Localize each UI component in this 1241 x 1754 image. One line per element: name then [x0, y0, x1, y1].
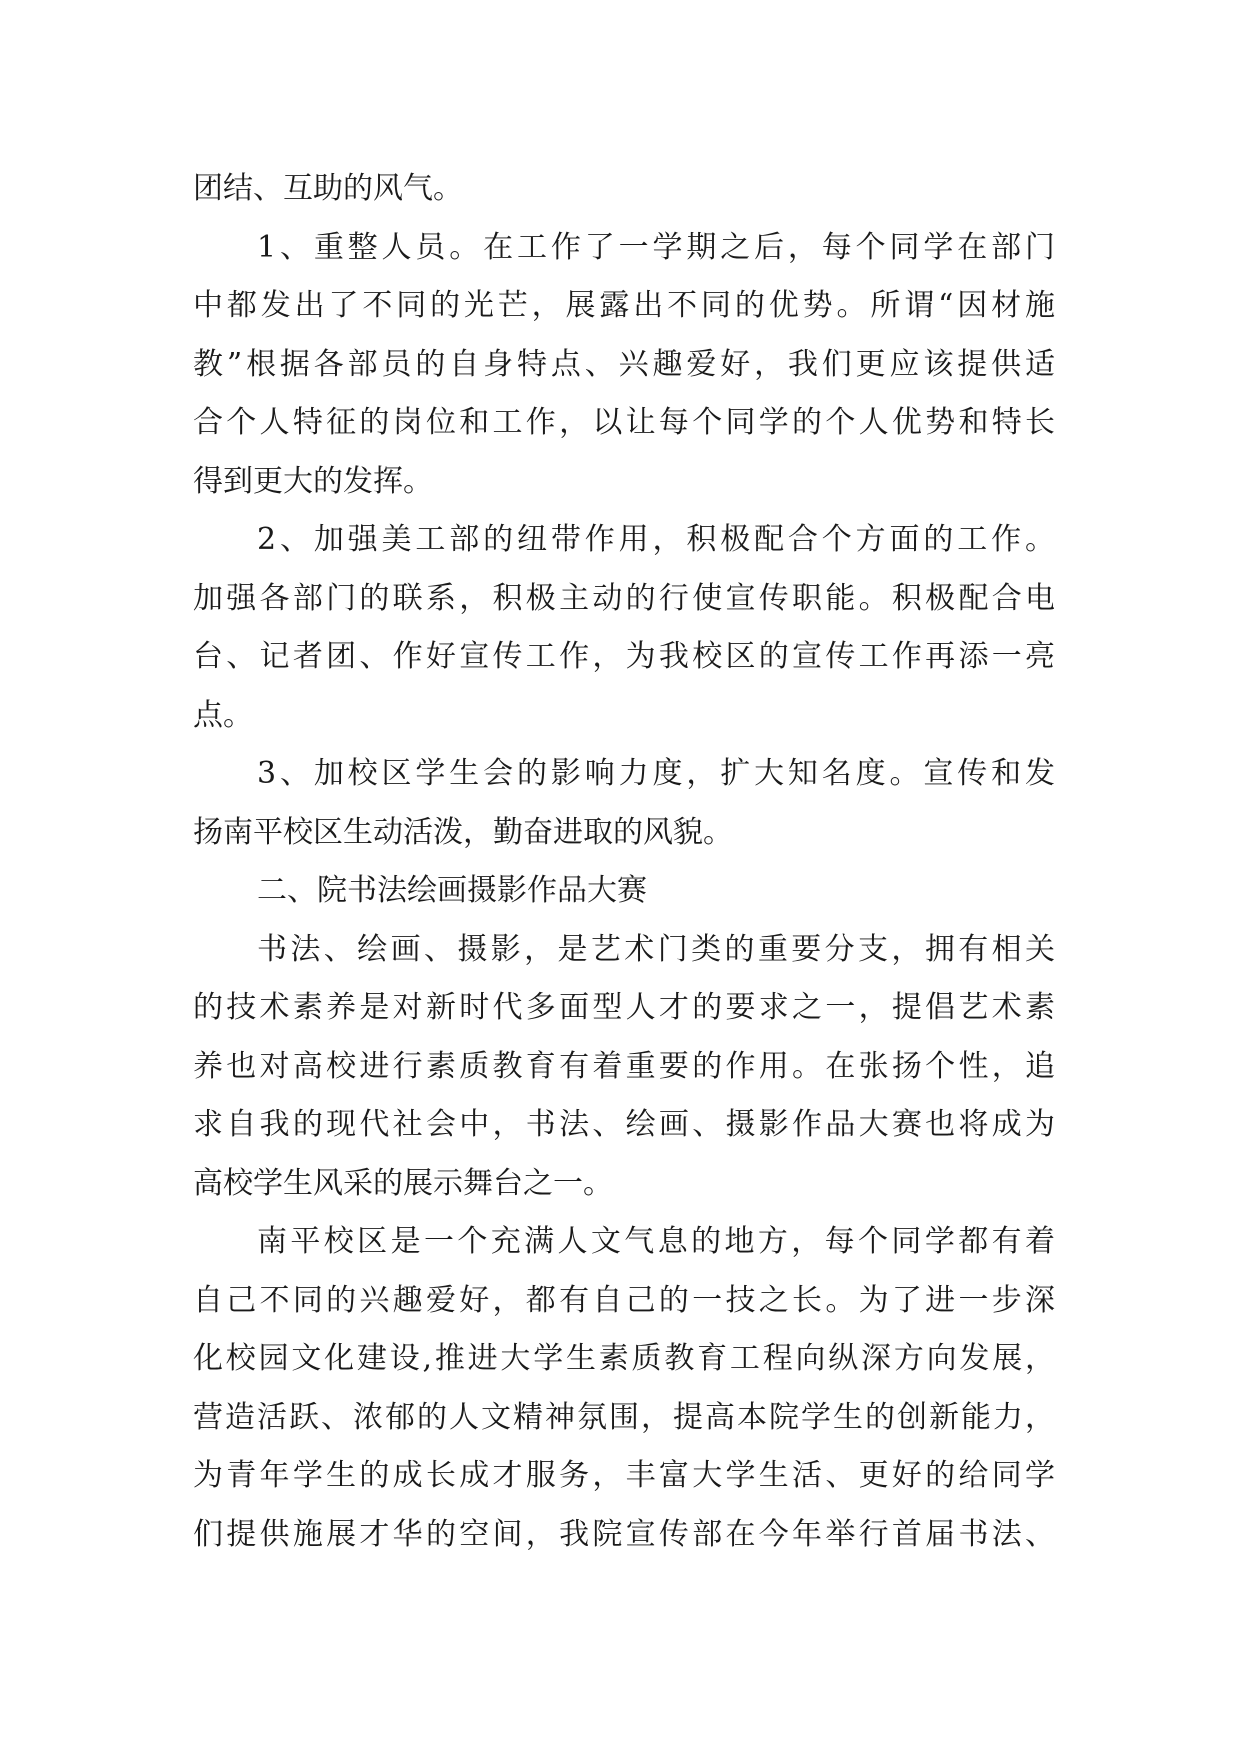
text-line: 养也对高校进行素质教育有着重要的作用。在张扬个性，追	[193, 1048, 1055, 1084]
text-line: 2、加强美工部的纽带作用，积极配合个方面的工作。	[257, 522, 1055, 557]
text-line: 的技术素养是对新时代多面型人才的要求之一，提倡艺术素	[193, 990, 1055, 1025]
text-line: 书法、绘画、摄影，是艺术门类的重要分支，拥有相关	[257, 931, 1055, 967]
text-line: 高校学生风采的展示舞台之一。	[193, 1165, 613, 1201]
text-line: 二、院书法绘画摄影作品大赛	[257, 873, 647, 908]
text-line: 台、记者团、作好宣传工作，为我校区的宣传工作再添一亮	[193, 639, 1055, 674]
text-line: 得到更大的发挥。	[193, 463, 433, 499]
text-line: 团结、互助的风气。	[193, 171, 463, 206]
text-line: 1、重整人员。在工作了一学期之后，每个同学在部门	[257, 229, 1055, 265]
text-line: 南平校区是一个充满人文气息的地方，每个同学都有着	[257, 1224, 1055, 1259]
text-line: 中都发出了不同的光芒，展露出不同的优势。所谓“因材施	[193, 288, 1055, 323]
text-line: 3、加校区学生会的影响力度，扩大知名度。宣传和发	[257, 756, 1055, 791]
text-line: 营造活跃、浓郁的人文精神氛围，提高本院学生的创新能力，	[193, 1399, 1055, 1435]
text-line: 自己不同的兴趣爱好，都有自己的一技之长。为了进一步深	[193, 1282, 1055, 1318]
document-body	[193, 160, 1055, 1564]
text-line: 们提供施展才华的空间，我院宣传部在今年举行首届书法、	[193, 1516, 1055, 1552]
text-line: 加强各部门的联系，积极主动的行使宣传职能。积极配合电	[193, 580, 1055, 616]
text-line: 求自我的现代社会中，书法、绘画、摄影作品大赛也将成为	[193, 1107, 1055, 1142]
text-line: 化校园文化建设,推进大学生素质教育工程向纵深方向发展，	[193, 1341, 1055, 1376]
text-line: 为青年学生的成长成才服务，丰富大学生活、更好的给同学	[193, 1458, 1055, 1493]
text-line: 点。	[193, 697, 253, 733]
text-line: 教”根据各部员的自身特点、兴趣爱好，我们更应该提供适	[193, 346, 1055, 382]
text-line: 合个人特征的岗位和工作，以让每个同学的个人优势和特长	[193, 405, 1055, 440]
text-line: 扬南平校区生动活泼，勤奋进取的风貌。	[193, 814, 733, 850]
